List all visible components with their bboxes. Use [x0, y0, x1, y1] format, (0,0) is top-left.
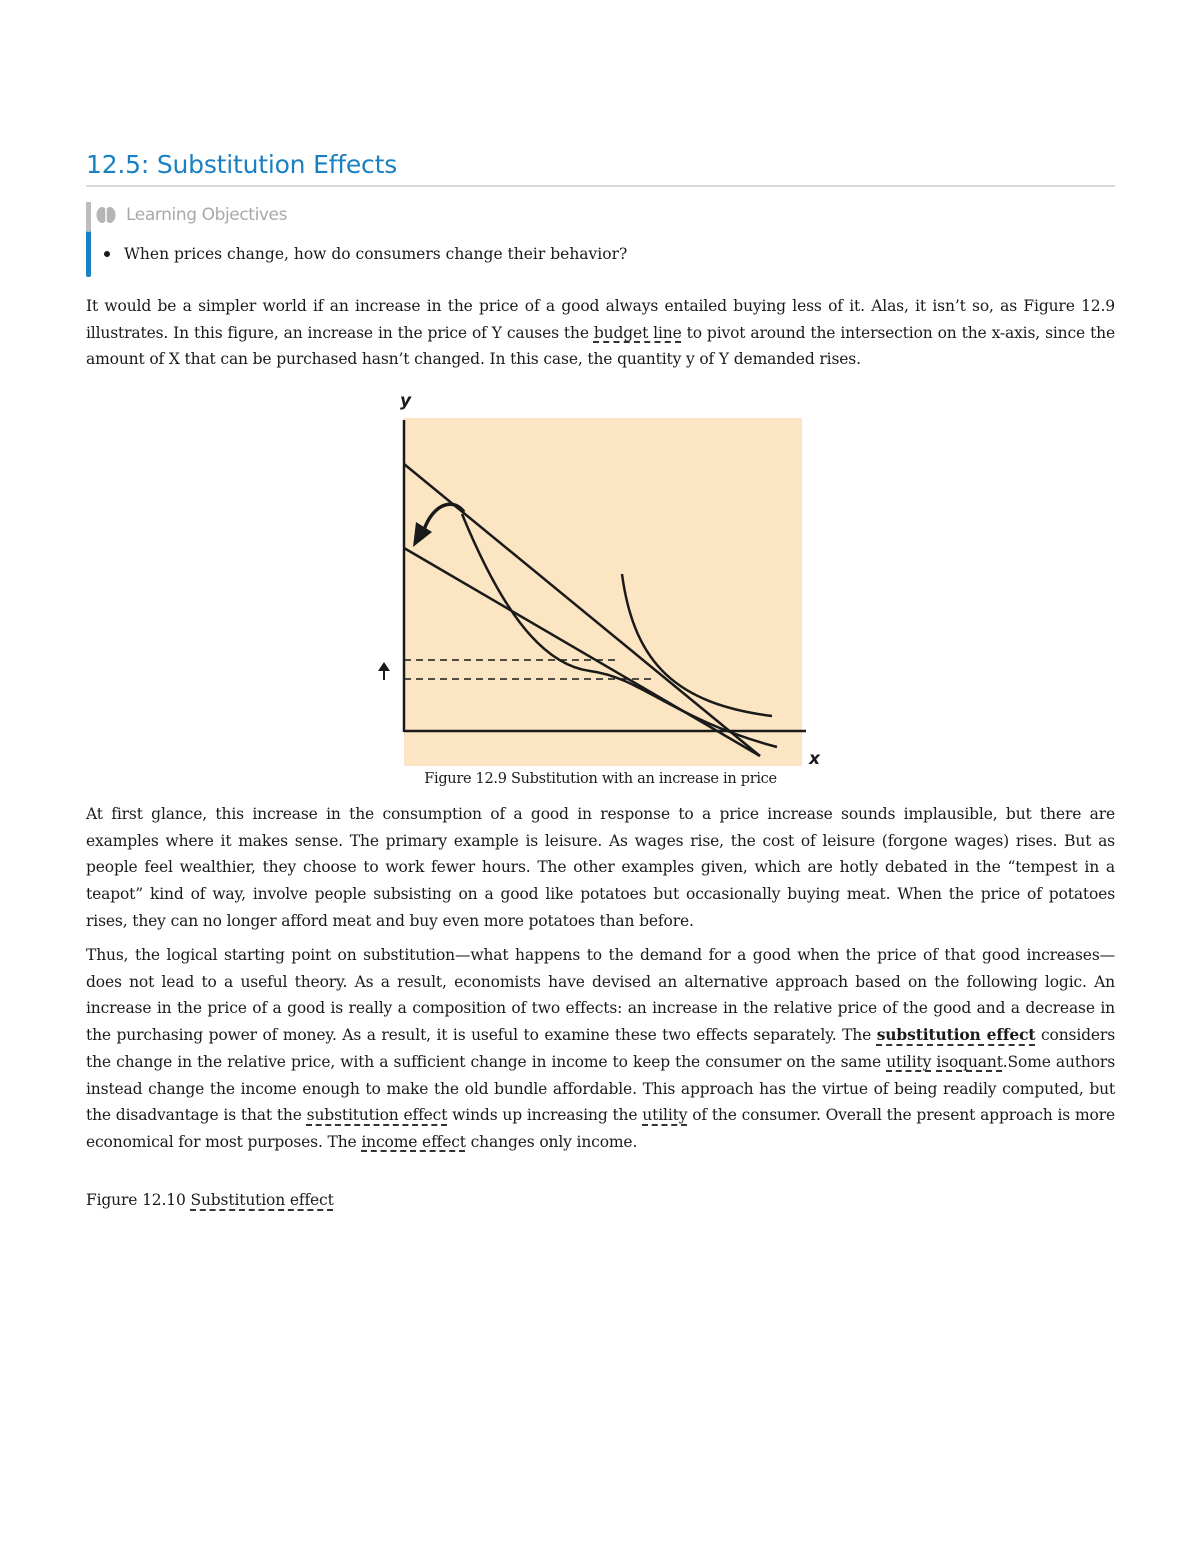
x-axis-label: x: [809, 749, 820, 769]
objective-text: When prices change, how do consumers change their behavior?: [124, 245, 628, 263]
text-run: to pivot around the intersection on the x-axis, since the amount of X that can be purchased hasn’t changed. In this case, the quantity y of Y demanded rises.: [86, 323, 1116, 369]
glossary-link-utility-2[interactable]: utility: [642, 1106, 688, 1125]
page-title: 12.5: Substitution Effects: [86, 150, 398, 179]
plot-background: [404, 418, 802, 766]
glossary-link-substitution-effect[interactable]: substitution effect: [876, 1025, 1036, 1045]
glossary-link-budget-line[interactable]: budget line: [593, 323, 682, 342]
figure-caption: Figure 12.9 Substitution with an increase in price: [424, 771, 777, 787]
glossary-link-utility[interactable]: utility: [886, 1052, 932, 1071]
paragraph-substitution: [86, 942, 1115, 1156]
learning-objectives-box: [86, 200, 1115, 278]
glossary-link-substitution-effect-3[interactable]: Substitution effect: [190, 1191, 334, 1209]
brain-icon: [96, 206, 116, 224]
title-divider: [86, 185, 1115, 187]
text-run: .Some authors instead change the income enough to make the old bundle affordable. This approach has the virtue of being readily computed, but the disadvantage is that the: [86, 1052, 1115, 1125]
text-run: of the consumer. Overall the present approach is more economical for most purposes. The: [86, 1106, 1115, 1151]
figure-12-10-title: [86, 1191, 334, 1209]
glossary-link-income-effect[interactable]: income effect: [361, 1132, 466, 1151]
objectives-heading-text: Learning Objectives: [126, 205, 288, 225]
text-run: winds up increasing the: [447, 1106, 643, 1125]
y-axis-label: y: [400, 391, 412, 411]
text-run: considers the change in the relative price, with a sufficient change in income to keep the consumer on the same: [86, 1026, 1115, 1071]
text-run: It would be a simpler world if an increase in the price of a good always entailed buying less of it. Alas, it isn’t so, as Figure 12.9 illustrates. In this figure, an increase in the price of Y causes the: [86, 297, 1115, 342]
paragraph-leisure: At first glance, this increase in the consumption of a good in response to a price increase sounds implausible, but there are examples where it makes sense. The primary example is leisure. As wages rise, the cost of leisure (forgone wages) rises. But as people feel wealthier, they choose to work fewer hours. The other examples given, which are hotly debated in the “tempest in a teapot” kind of way, involve people subsisting on a good like potatoes but occasionally buying meat. When the price of potatoes rises, they can no longer afford meat and buy even more potatoes than before.: [86, 805, 1115, 930]
objectives-heading: [96, 205, 287, 225]
figure-12-9: [372, 384, 827, 770]
list-item: [104, 242, 627, 266]
text-run: changes only income.: [465, 1132, 638, 1151]
objectives-list: [104, 242, 627, 266]
text-run: Thus, the logical starting point on substitution—what happens to the demand for a good when the price of that good increases—does not lead to a useful theory. As a result, economists have devised an alternative approach based on the following logic. An increase in the price of a good is really a composition of two effects: an increase in the relative price of the good and a decrease in the purchasing power of money. As a result, it is useful to examine these two effects separately. The: [86, 946, 1115, 1045]
objectives-accent-bar-top: [86, 202, 91, 232]
bullet-icon: [104, 251, 110, 257]
paragraph-intro: [86, 293, 1115, 373]
text-run: Figure 12.10: [86, 1191, 191, 1209]
glossary-link-isoquant[interactable]: isoquant: [936, 1052, 1003, 1071]
glossary-link-substitution-effect-2[interactable]: substitution effect: [306, 1106, 448, 1125]
up-arrow-icon: [378, 662, 390, 671]
